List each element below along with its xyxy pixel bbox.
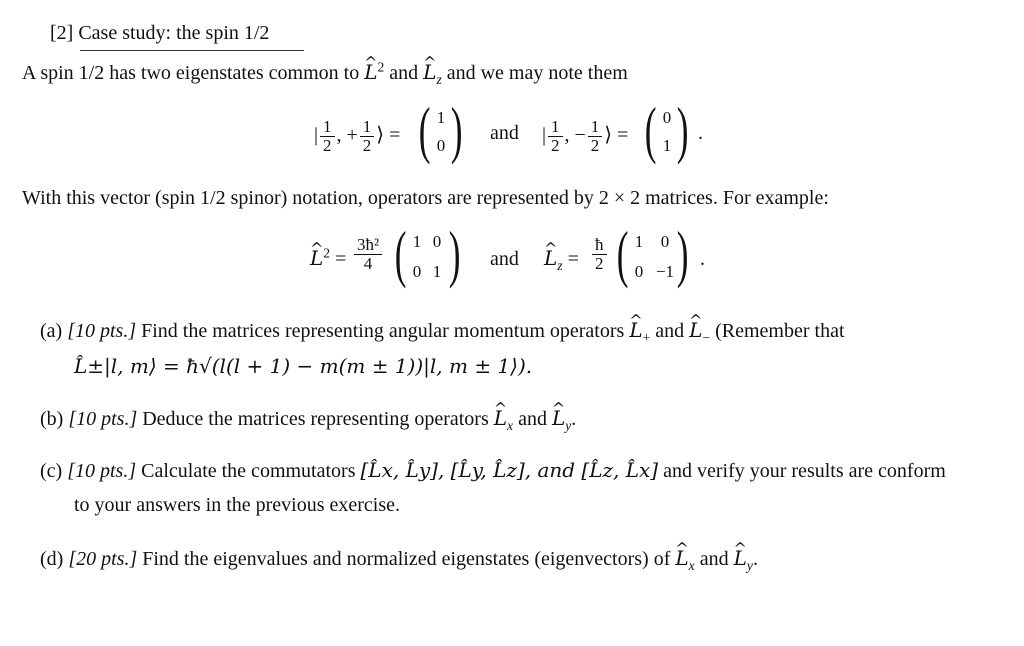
ket-down: | $\frac{1}{2}$ , − $\frac{1}{2}$ ⟩ = — [542, 117, 629, 155]
item-c-line2: to your answers in the previous exercise. — [74, 494, 401, 516]
vec2-left-paren: ( — [644, 94, 657, 165]
vec2-entry-bottom: 1 — [662, 136, 672, 155]
section-number: [2] — [50, 22, 74, 44]
mat2-entry: 1 — [634, 232, 644, 251]
L2-coefficient: $\frac{\text{3ħ²}}{4}$ — [354, 236, 382, 273]
intro-text-after: and we may note them — [441, 62, 628, 84]
item-a-points: [10 pts.] — [67, 320, 137, 342]
item-d-points: [20 pts.] — [68, 548, 138, 570]
Lz-coefficient: $\frac{ħ}{2}$ — [592, 236, 607, 273]
item-b: (b) [10 pts.] Deduce the matrices representing operators L $\^{}_x$ and L $\^{}_y$. — [40, 406, 576, 431]
example-period: . — [700, 248, 705, 270]
item-b-label: (b) — [40, 408, 64, 430]
Lz-lhs: L $\^{}_z$ = — [544, 246, 579, 271]
mat1-entry: 1 — [432, 262, 442, 281]
intro-and: and — [384, 62, 424, 84]
vec2-right-paren: ) — [676, 94, 689, 165]
section-title — [50, 22, 269, 45]
mat2-entry: −1 — [655, 262, 675, 281]
vec1-left-paren: ( — [418, 94, 431, 165]
item-b-points: [10 pts.] — [68, 408, 138, 430]
mat1-entry: 0 — [412, 262, 422, 281]
section-title-text: Case study: the spin 1/2 — [78, 22, 270, 44]
item-d-label: (d) — [40, 548, 64, 570]
mat1-right-paren: ) — [448, 218, 461, 289]
operator-L2: L ^ — [364, 60, 377, 84]
mat2-right-paren: ) — [676, 218, 689, 289]
spinor-notation-text: With this vector (spin 1/2 spinor) notation, operators are represented by 2 × 2 matrices. For example: — [22, 187, 829, 209]
vec2-entry-top: 0 — [662, 108, 672, 127]
example-matrices-equation — [310, 218, 720, 292]
example-and: and — [490, 248, 519, 270]
operator-Lz-sub: z — [436, 72, 442, 87]
mat1-left-paren: ( — [394, 218, 407, 289]
eigen-and: and — [490, 122, 519, 144]
mat1-entry: 0 — [432, 232, 442, 251]
vec1-entry-bottom: 0 — [436, 136, 446, 155]
vec1-right-paren: ) — [450, 94, 463, 165]
intro-line — [22, 60, 628, 85]
item-c-line1: (c) [10 pts.] Calculate the commutators [L̂x, L̂y], [L̂y, L̂z], and [L̂z, L̂x] and verify your results are conform — [40, 458, 946, 482]
vec1-entry-top: 1 — [436, 108, 446, 127]
operator-L2-sup: 2 — [377, 59, 385, 75]
eigenstates-equation — [314, 94, 714, 168]
mat2-entry: 0 — [660, 232, 670, 251]
operator-Lz: L ^ — [423, 60, 436, 84]
item-c-label: (c) — [40, 460, 63, 482]
ket-up: | $\frac{1}{2}$ , + $\frac{1}{2}$ ⟩ = — [314, 117, 401, 155]
mat1-entry: 1 — [412, 232, 422, 251]
mat2-left-paren: ( — [616, 218, 629, 289]
L2-lhs: L ^$^2$ = — [310, 246, 346, 271]
intro-text-before: A spin 1/2 has two eigenstates common to — [22, 62, 365, 84]
mat2-entry: 0 — [634, 262, 644, 281]
commutators: [L̂x, L̂y], [L̂y, L̂z], and [L̂z, L̂x] — [360, 458, 659, 482]
item-d: (d) [20 pts.] Find the eigenvalues and normalized eigenstates (eigenvectors) of L $\^{}_x$ and L $\^{}_y$. — [40, 546, 758, 571]
item-a-line2: L̂±|l, m⟩ = ħ√(l(l + 1) − m(m ± 1))|l, m ± 1⟩). — [74, 354, 533, 378]
title-underline — [80, 50, 304, 51]
eigen-period: . — [698, 122, 703, 144]
item-a-label: (a) — [40, 320, 63, 342]
item-c-points: [10 pts.] — [67, 460, 137, 482]
item-a-line1: (a) [10 pts.] Find the matrices representing angular momentum operators L $\^{}_+$ and L $\^{}_-$ (Remember that — [40, 318, 845, 343]
